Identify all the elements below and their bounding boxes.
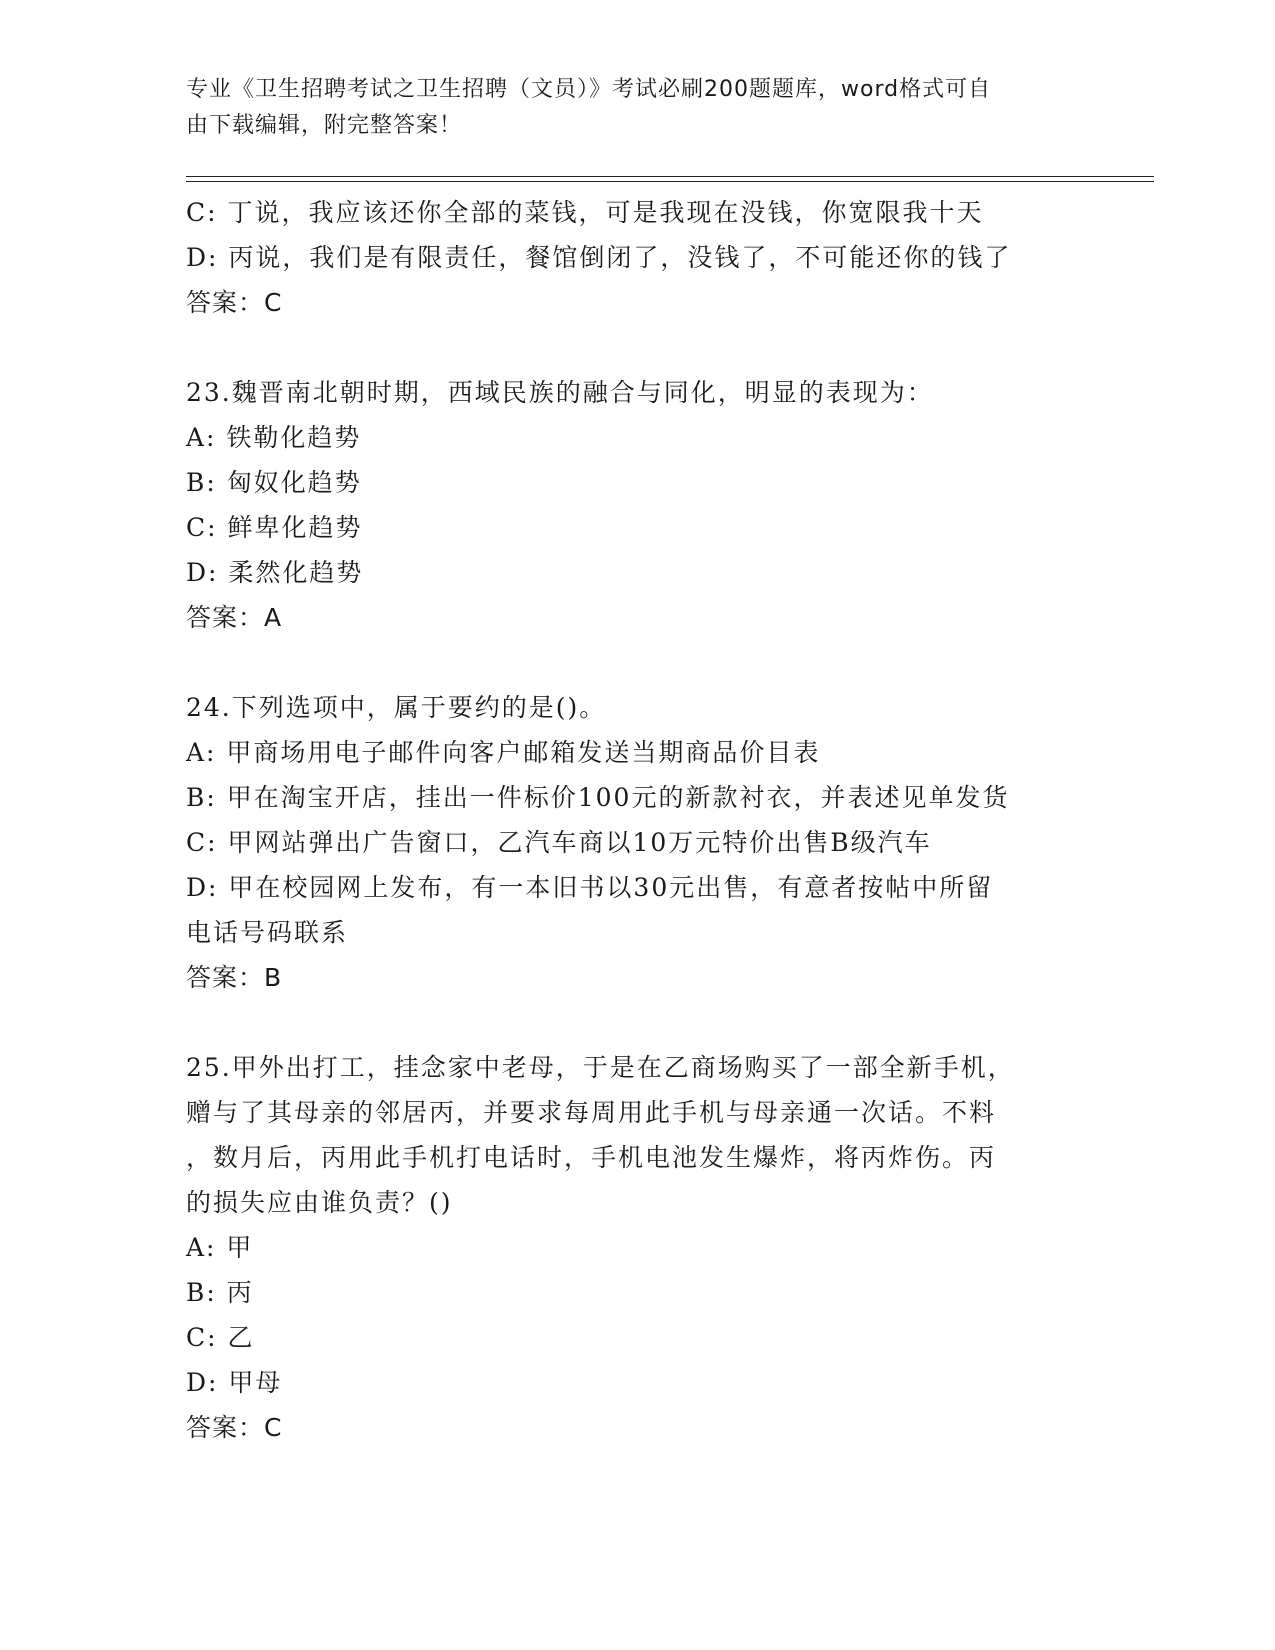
answer-line: 答案：B (186, 963, 283, 992)
option-d-continuation: 电话号码联系 (186, 918, 349, 947)
header-divider-top (186, 176, 1154, 177)
question-list (186, 190, 1154, 1450)
question-23 (186, 370, 1154, 640)
header-divider-bottom (186, 181, 1154, 182)
question-stem: 23.魏晋南北朝时期，西域民族的融合与同化，明显的表现为： (186, 378, 934, 407)
option-c: C: 甲网站弹出广告窗口，乙汽车商以10万元特价出售B级汽车 (186, 828, 932, 857)
question-stem-line-4: 的损失应由谁负责？() (186, 1188, 453, 1217)
answer-line: 答案：C (186, 1413, 283, 1442)
question-stem: 24.下列选项中，属于要约的是()。 (186, 693, 607, 722)
question-stem-line-2: 赠与了其母亲的邻居丙，并要求每周用此手机与母亲通一次话。不料 (186, 1098, 997, 1127)
option-a: A: 铁勒化趋势 (186, 423, 362, 452)
option-b: B: 丙 (186, 1278, 254, 1307)
question-22-continued (186, 190, 1154, 325)
option-a: A: 甲商场用电子邮件向客户邮箱发送当期商品价目表 (186, 738, 821, 767)
option-c: C: 乙 (186, 1323, 255, 1352)
option-d: D: 柔然化趋势 (186, 558, 364, 587)
question-25 (186, 1045, 1154, 1450)
question-24 (186, 685, 1154, 1000)
option-c: C: 鲜卑化趋势 (186, 513, 363, 542)
option-c: C: 丁说，我应该还你全部的菜钱，可是我现在没钱，你宽限我十天 (186, 198, 984, 227)
document-header (186, 72, 1066, 144)
header-line-2: 由下载编辑，附完整答案！ (186, 113, 463, 138)
question-stem-line-1: 25.甲外出打工，挂念家中老母，于是在乙商场购买了一部全新手机， (186, 1053, 1015, 1082)
option-b: B: 甲在淘宝开店，挂出一件标价100元的新款衬衣，并表述见单发货 (186, 783, 1010, 812)
spacer (186, 1000, 1154, 1045)
option-d: D: 甲在校园网上发布，有一本旧书以30元出售，有意者按帖中所留 (186, 873, 994, 902)
header-line-1: 专业《卫生招聘考试之卫生招聘（文员）》考试必刷200题题库，word格式可自 (186, 77, 992, 102)
option-a: A: 甲 (186, 1233, 254, 1262)
answer-line: 答案：A (186, 603, 283, 632)
option-d: D: 甲母 (186, 1368, 283, 1397)
spacer (186, 325, 1154, 370)
question-stem-line-3: ，数月后，丙用此手机打电话时，手机电池发生爆炸，将丙炸伤。丙 (186, 1143, 997, 1172)
spacer (186, 640, 1154, 685)
answer-line: 答案：C (186, 288, 283, 317)
option-b: B: 匈奴化趋势 (186, 468, 362, 497)
option-d: D: 丙说，我们是有限责任，餐馆倒闭了，没钱了，不可能还你的钱了 (186, 243, 1012, 272)
